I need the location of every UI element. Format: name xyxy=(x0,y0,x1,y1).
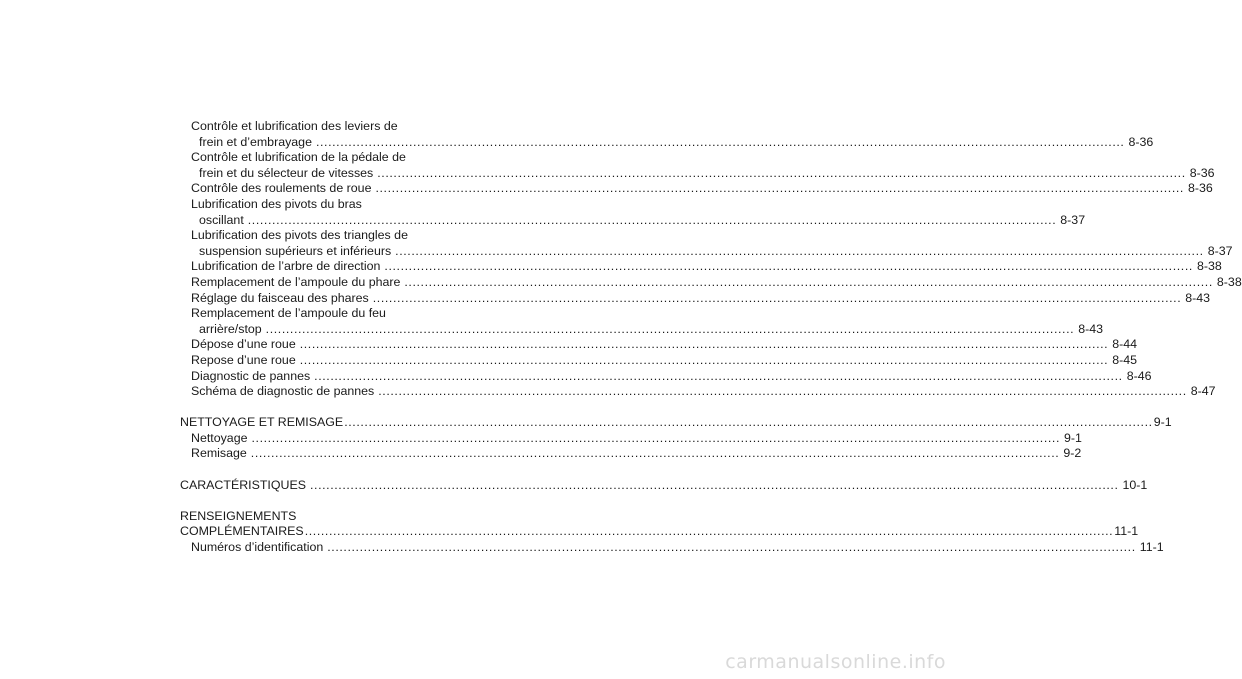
toc-entry[interactable] xyxy=(180,290,1211,307)
toc-section-maintenance xyxy=(180,119,1242,400)
watermark: carmanualsonline.info xyxy=(725,651,946,673)
toc-entry-text: Réglage du faisceau des phares xyxy=(191,290,369,305)
toc-chapter-9[interactable] xyxy=(180,415,1172,431)
toc-leader: ........................................................................................................................................................................................................ xyxy=(404,274,1213,289)
toc-entry-text: Dépose d’une roue xyxy=(191,337,296,352)
toc-entry[interactable] xyxy=(180,243,1233,260)
toc-entry[interactable] xyxy=(180,384,1216,400)
toc-entry[interactable] xyxy=(180,446,1082,462)
toc-entry[interactable] xyxy=(180,352,1138,369)
toc-page-number: 11-1 xyxy=(1114,524,1139,539)
toc-entry-text: Diagnostic de pannes xyxy=(191,368,311,383)
toc-entry-text: Lubrification des pivots du bras xyxy=(191,196,362,211)
toc-entry-text: Lubrification de l’arbre de direction xyxy=(191,259,381,274)
toc-chapter-title: RENSEIGNEMENTS xyxy=(180,508,297,523)
toc-leader: ........................................................................................................................................................................................................ xyxy=(250,446,1060,461)
toc-leader: ........................................................................................................................................................................................................ xyxy=(310,477,1119,492)
toc-page-number: 8-45 xyxy=(1112,352,1138,367)
toc-entry-text: Remisage xyxy=(191,446,247,461)
toc-entry-text: Remplacement de l’ampoule du phare xyxy=(191,274,401,289)
toc-entry[interactable] xyxy=(180,181,1213,197)
toc-page-number: 8-36 xyxy=(1128,134,1154,149)
toc-entry[interactable] xyxy=(180,134,1154,151)
toc-leader: ........................................................................................................................................................................................................ xyxy=(344,415,1153,430)
toc-page-number: 9-2 xyxy=(1063,446,1082,461)
toc-page-number: 9-1 xyxy=(1153,415,1172,430)
toc-page-number: 8-44 xyxy=(1112,337,1138,352)
toc-leader: ........................................................................................................................................................................................................ xyxy=(265,321,1075,336)
toc-entry[interactable] xyxy=(180,274,1242,291)
toc-entry-text: Repose d’une roue xyxy=(191,352,296,367)
toc-entry-text: Contrôle et lubrification des leviers de xyxy=(191,119,398,133)
toc-leader: ........................................................................................................................................................................................................ xyxy=(304,524,1114,539)
toc-entry[interactable] xyxy=(180,540,1164,556)
toc-entry-heading xyxy=(180,228,463,244)
toc-page-number: 8-38 xyxy=(1216,274,1242,289)
toc-entry-text: frein et du sélecteur de vitesses xyxy=(199,165,374,180)
toc-leader: ........................................................................................................................................................................................................ xyxy=(375,181,1184,196)
toc-page-number: 8-43 xyxy=(1078,321,1103,336)
table-of-contents xyxy=(180,119,1242,556)
toc-entry-heading xyxy=(180,306,463,322)
toc-leader: ........................................................................................................................................................................................................ xyxy=(251,430,1060,445)
toc-leader: ........................................................................................................................................................................................................ xyxy=(372,290,1182,305)
toc-chapter-title: CARACTÉRISTIQUES xyxy=(180,477,306,492)
toc-page-number: 8-37 xyxy=(1207,243,1233,258)
toc-entry-text: Numéros d’identification xyxy=(191,540,324,555)
toc-leader: ........................................................................................................................................................................................................ xyxy=(384,259,1193,274)
toc-entry-text: oscillant xyxy=(199,212,244,227)
toc-entry-text: arrière/stop xyxy=(199,321,262,336)
toc-entry-heading xyxy=(180,150,463,166)
toc-entry[interactable] xyxy=(180,337,1138,353)
toc-chapter-title: NETTOYAGE ET REMISAGE xyxy=(180,415,344,430)
toc-entry[interactable] xyxy=(180,368,1152,385)
toc-chapter-title: COMPLÉMENTAIRES xyxy=(180,524,304,539)
toc-entry-text: Contrôle et lubrification de la pédale de xyxy=(191,150,406,165)
toc-section-renseignements xyxy=(180,508,1164,556)
toc-leader: ........................................................................................................................................................................................................ xyxy=(395,243,1204,258)
toc-entry-heading xyxy=(180,119,463,135)
toc-page-number: 11-1 xyxy=(1139,540,1164,555)
toc-page-number: 9-1 xyxy=(1064,430,1082,445)
toc-leader: ........................................................................................................................................................................................................ xyxy=(299,352,1109,367)
toc-page-number: 8-47 xyxy=(1190,384,1216,399)
toc-leader: ........................................................................................................................................................................................................ xyxy=(247,212,1057,227)
toc-page-number: 10-1 xyxy=(1122,477,1148,492)
toc-leader: ........................................................................................................................................................................................................ xyxy=(299,337,1109,352)
toc-section-nettoyage-remisage xyxy=(180,415,1172,462)
toc-page-number: 8-36 xyxy=(1187,181,1213,196)
toc-page-number: 8-43 xyxy=(1185,290,1211,305)
toc-leader: ........................................................................................................................................................................................................ xyxy=(378,384,1187,399)
toc-entry-text: Nettoyage xyxy=(191,430,248,445)
toc-entry[interactable] xyxy=(180,212,1086,229)
toc-entry[interactable] xyxy=(180,259,1222,275)
toc-entry[interactable] xyxy=(180,430,1082,447)
toc-chapter-11-heading xyxy=(180,509,463,525)
toc-chapter-11[interactable] xyxy=(180,524,1139,540)
toc-entry-text: suspension supérieurs et inférieurs xyxy=(199,243,392,258)
toc-leader: ........................................................................................................................................................................................................ xyxy=(377,165,1186,180)
toc-page-number: 8-46 xyxy=(1126,368,1152,383)
toc-leader: ........................................................................................................................................................................................................ xyxy=(314,368,1123,383)
toc-entry-text: Schéma de diagnostic de pannes xyxy=(191,384,375,399)
toc-leader: ........................................................................................................................................................................................................ xyxy=(327,540,1136,555)
toc-entry-text: Lubrification des pivots des triangles de xyxy=(191,228,408,243)
toc-leader: ........................................................................................................................................................................................................ xyxy=(315,134,1125,149)
toc-entry[interactable] xyxy=(180,321,1103,338)
toc-page-number: 8-38 xyxy=(1196,259,1222,274)
toc-chapter-10[interactable] xyxy=(180,477,1148,494)
toc-entry-heading xyxy=(180,197,463,213)
toc-page-number: 8-36 xyxy=(1189,165,1215,180)
toc-entry-text: Contrôle des roulements de roue xyxy=(191,181,372,196)
toc-section-caracteristiques xyxy=(180,477,1148,494)
toc-page-number: 8-37 xyxy=(1060,212,1086,227)
toc-entry-text: Remplacement de l’ampoule du feu xyxy=(191,306,386,321)
toc-entry[interactable] xyxy=(180,165,1215,182)
toc-entry-text: frein et d’embrayage xyxy=(199,134,312,149)
